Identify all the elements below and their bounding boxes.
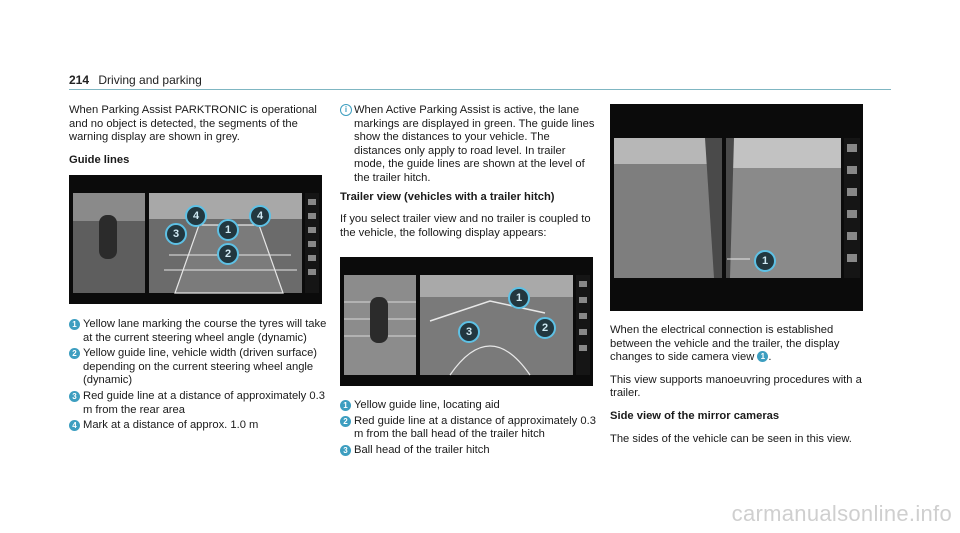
page-number: 214 xyxy=(69,73,90,87)
column-3 xyxy=(610,324,868,455)
list-item: 2 Red guide line at a distance of approximately 0.3 m from the ball head of the trailer hitch xyxy=(340,415,598,442)
connection-paragraph: When the electrical connection is established between the vehicle and the trailer, the display changes to side camera view 1 . xyxy=(610,324,840,364)
guide-lines-legend xyxy=(69,318,327,435)
guide-lines-heading: Guide lines xyxy=(69,153,130,166)
callout-2: 2 xyxy=(217,243,239,265)
side-camera-illustration xyxy=(610,104,863,311)
callout-3: 3 xyxy=(458,321,480,343)
callout-1: 1 xyxy=(217,219,239,241)
page-header xyxy=(69,73,202,87)
column-2 xyxy=(340,104,596,249)
list-item: 1 Yellow lane marking the course the tyres will take at the current steering wheel angle (dynamic) xyxy=(69,318,327,345)
list-item: 2 Yellow guide line, vehicle width (driven surface) depending on the current steering wheel angle (dynamic) xyxy=(69,347,327,388)
section-title: Driving and parking xyxy=(98,73,202,87)
callout-1: 1 xyxy=(508,287,530,309)
watermark: carmanualsonline.info xyxy=(731,501,952,526)
callout-1: 1 xyxy=(754,250,776,272)
column-1 xyxy=(69,104,325,176)
figure-side-camera-view xyxy=(610,104,863,311)
camera-screen-illustration xyxy=(69,175,322,304)
list-item: 4 Mark at a distance of approx. 1.0 m xyxy=(69,419,327,433)
callout-4-left: 4 xyxy=(185,205,207,227)
trailer-view-intro: If you select trailer view and no trailer is coupled to the vehicle, the following display appears: xyxy=(340,213,591,239)
figure-guide-lines xyxy=(69,175,322,304)
callout-4-right: 4 xyxy=(249,205,271,227)
side-view-text: The sides of the vehicle can be seen in this view. xyxy=(610,432,852,445)
callout-2: 2 xyxy=(534,317,556,339)
header-divider xyxy=(69,89,891,90)
trailer-view-heading: Trailer view (vehicles with a trailer hitch) xyxy=(340,190,555,203)
info-note: i When Active Parking Assist is active, the lane markings are displayed in green. The guide lines show the distances to your vehicle. The distances only apply to road level. In trailer mode, the guide lines are shown at the level of the trailer hitch. xyxy=(340,104,596,186)
list-item: 1 Yellow guide line, locating aid xyxy=(340,399,598,413)
list-item: 3 Ball head of the trailer hitch xyxy=(340,444,598,458)
side-view-heading: Side view of the mirror cameras xyxy=(610,409,780,422)
list-item: 3 Red guide line at a distance of approximately 0.3 m from the rear area xyxy=(69,390,327,417)
intro-paragraph: When Parking Assist PARKTRONIC is operational and no object is detected, the segments of the warning display are shown in grey. xyxy=(69,104,317,144)
callout-3: 3 xyxy=(165,223,187,245)
figure-trailer-view xyxy=(340,257,593,386)
trailer-view-legend xyxy=(340,399,598,459)
manoeuvring-paragraph: This view supports manoeuvring procedures with a trailer. xyxy=(610,373,862,400)
info-icon: i xyxy=(340,104,352,116)
